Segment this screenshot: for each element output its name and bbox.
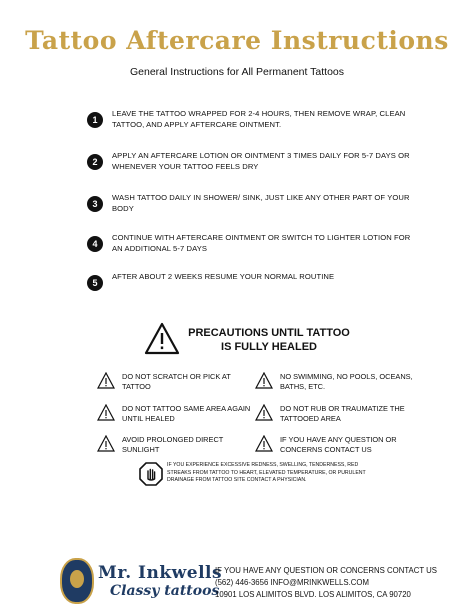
page-subtitle: General Instructions for All Permanent Tattoos <box>130 66 344 78</box>
step-number-badge: 2 <box>87 154 103 170</box>
precaution-text: DO NOT SCRATCH OR PICK AT TATTOO <box>122 372 231 391</box>
precautions-title-line2: IS FULLY HEALED <box>221 341 317 353</box>
precautions-title <box>184 326 354 354</box>
contact-line-2: (562) 446-3656 INFO@MRINKWELLS.COM <box>215 577 369 587</box>
precautions-header <box>144 322 384 362</box>
contact-line-1: IF YOU HAVE ANY QUESTION OR CONCERNS CONTACT US <box>215 566 437 575</box>
step-number-badge: 1 <box>87 112 103 128</box>
step-text: APPLY AN AFTERCARE LOTION OR OINTMENT 3 TIMES DAILY FOR 5-7 DAYS OR WHENEVER YOUR TATTOO FEELS DRY <box>112 151 410 171</box>
brand-logo <box>60 558 223 608</box>
warning-icon <box>97 404 115 421</box>
step-text: CONTINUE WITH AFTERCARE OINTMENT OR SWITCH TO LIGHTER LOTION FOR AN ADDITIONAL 5-7 DAYS <box>112 233 411 253</box>
warning-icon <box>144 322 180 356</box>
logo-emblem <box>60 558 94 604</box>
step-text: WASH TATTOO DAILY IN SHOWER/ SINK, JUST LIKE ANY OTHER PART OF YOUR BODY <box>112 193 410 213</box>
warning-icon <box>97 372 115 389</box>
step-text: AFTER ABOUT 2 WEEKS RESUME YOUR NORMAL ROUTINE <box>112 272 335 281</box>
precaution-text: DO NOT RUB OR TRAUMATIZE THE TATTOOED AREA <box>280 404 405 423</box>
warning-icon <box>255 404 273 421</box>
contact-info <box>215 565 465 600</box>
step-number-badge: 3 <box>87 196 103 212</box>
precaution-text: NO SWIMMING, NO POOLS, OCEANS, BATHS, ETC. <box>280 372 413 391</box>
step-text: LEAVE THE TATTOO WRAPPED FOR 2-4 HOURS, THEN REMOVE WRAP, CLEAN TATTOO, AND APPLY AFTERCARE OINTMENT. <box>112 109 406 129</box>
warning-icon <box>97 435 115 452</box>
warning-icon <box>255 435 273 452</box>
page-title: Tattoo Aftercare Instructions <box>25 26 449 55</box>
warning-text: IF YOU EXPERIENCE EXCESSIVE REDNESS, SWELLING, TENDERNESS, RED STREAKS FROM TATTOO TO HEART, ELEVATED TEMPERATURE, OR PURULENT DRAINAGE FROM TATTOO SITE CONTACT A PHYSICIAN. <box>167 462 366 484</box>
brand-name: Mr. Inkwells <box>98 563 223 583</box>
precaution-text: IF YOU HAVE ANY QUESTION OR CONCERNS CONTACT US <box>280 435 397 454</box>
precaution-text: DO NOT TATTOO SAME AREA AGAIN UNTIL HEALED <box>122 404 251 423</box>
precautions-title-line1: PRECAUTIONS UNTIL TATTOO <box>188 327 350 339</box>
stop-hand-icon <box>139 462 163 486</box>
step-number-badge: 4 <box>87 236 103 252</box>
precaution-text: AVOID PROLONGED DIRECT SUNLIGHT <box>122 435 224 454</box>
brand-tagline: Classy tattoos <box>110 583 220 599</box>
contact-line-3: 10901 LOS ALIMITOS BLVD. LOS ALIMITOS, CA 90720 <box>215 589 411 599</box>
step-number-badge: 5 <box>87 275 103 291</box>
warning-icon <box>255 372 273 389</box>
